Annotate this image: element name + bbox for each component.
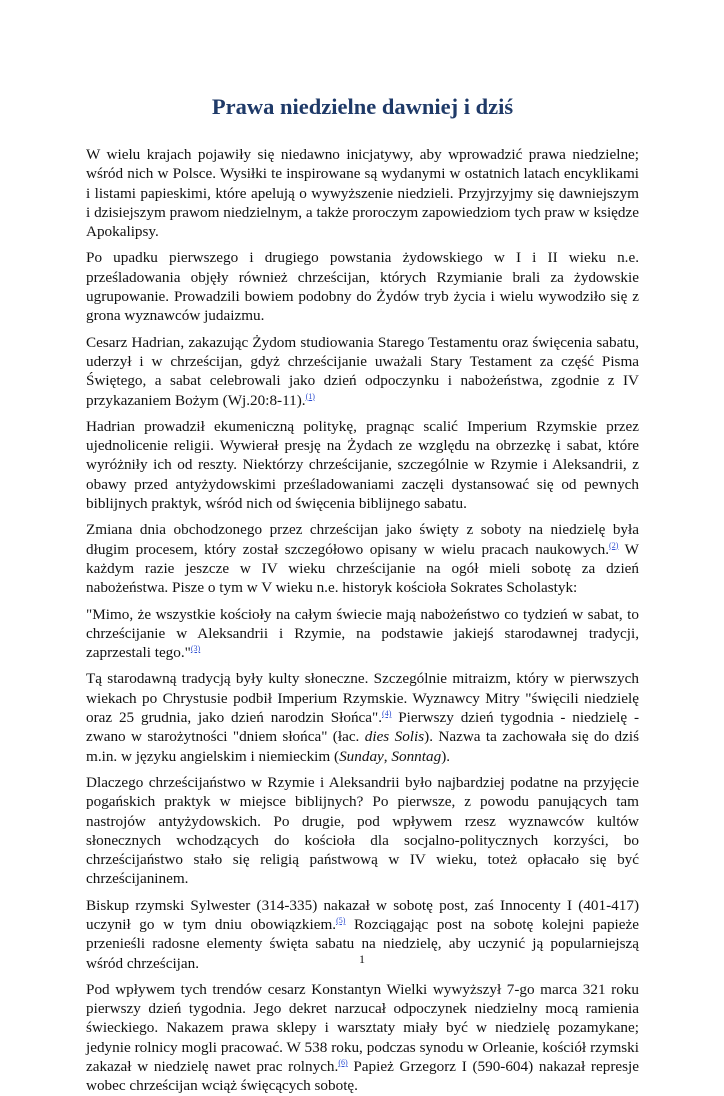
footnote-link[interactable]: (1)	[305, 391, 315, 401]
text-run: Rozciągając post na sobotę kolejni papieże przenieśli radosne elementy święta sabatu na niedzielę, aby uczynić ją popularniejszą wśród chrześcijan.	[86, 915, 639, 972]
text-run: Biskup rzymski Sylwester (314-335) nakazał w sobotę post, zaś Innocenty I (401-417) uczynił go w tym dniu obowiązkiem.	[86, 896, 639, 933]
paragraph	[86, 248, 639, 325]
paragraph	[86, 669, 639, 765]
text-run: Po upadku pierwszego i drugiego powstania żydowskiego w I i II wieku n.e. prześladowania objęły również chrześcijan, których Rzymianie brali za żydowskie ugrupowanie. Prowadzili bowiem podobny do Żydów tryb życia i wielu wywodziło się z grona wyznawców judaizmu.	[86, 249, 639, 325]
paragraph	[86, 145, 639, 241]
text-run: Cesarz Hadrian, zakazując Żydom studiowania Starego Testamentu oraz święcenia sabatu, uderzył i w chrześcijan, gdyż chrześcijanie uważali Stary Testament za część Pisma Świętego, a sabat celebrowali jako dzień odpoczynku i nabożeństwa, zgodnie z IV przykazaniem Bożym (Wj.20:8-11).	[86, 333, 639, 409]
footnote-reference	[336, 916, 345, 925]
text-run: Pod wpływem tych trendów cesarz Konstantyn Wielki wywyższył 7-go marca 321 roku pierwszy dzień tygodnia. Jego dekret narzucał odpoczynek niedzielny mocą ramienia świeckiego. Nakazem prawa sklepy i warsztaty miały być w niedzielę pozamykane; jedynie rolnicy mogli pracować. W 538 roku, podczas synodu w Orleanie, kościół rzymski zakazał w niedzielę nawet prac rolnych.	[86, 980, 639, 1076]
text-run: ). Nazwa ta zachowała się do dziś m.in. w języku angielskim i niemieckim (	[86, 728, 639, 765]
text-run: "Mimo, że wszystkie kościoły na całym świecie mają nabożeństwo co tydzień w sabat, to chrześcijanie w Aleksandrii i Rzymie, na podstawie jakiejś starodawnej tradycji, zaprzestali tego."	[86, 605, 639, 662]
text-run: Papież Grzegorz I (590-604) nakazał represje wobec chrześcijan wciąż święcących sobotę.	[86, 1058, 639, 1095]
footnote-link[interactable]: (3)	[190, 644, 201, 654]
paragraph	[86, 980, 639, 1096]
text-run: Pierwszy dzień tygodnia - niedzielę - zwano w starożytności "dniem słońca" (łac.	[86, 709, 640, 746]
footnote-link[interactable]: (2)	[609, 540, 619, 550]
footnote-reference	[609, 541, 618, 550]
italic-text: Sunday	[339, 747, 384, 765]
text-run: ,	[383, 747, 392, 765]
footnote-link[interactable]: (4)	[382, 709, 392, 719]
footnote-link[interactable]: (5)	[336, 915, 346, 925]
text-run: Hadrian prowadził ekumeniczną politykę, pragnąc scalić Imperium Rzymskie przez ujednolicenie religii. Wywierał presję na Żydach ze względu na obrzezkę i sabat, które wyróżniły ich od reszty. Niektórzy chrześcijanie, szczególnie w Rzymie i Aleksandrii, z obawy przed antyżydowskimi prześladowaniami zaczęli dystansować się od pewnych biblijnych praktyk, wśród nich od święcenia biblijnego sabatu.	[86, 417, 639, 513]
footnote-link[interactable]: (6)	[338, 1058, 348, 1068]
footnote-reference	[191, 644, 200, 653]
paragraph	[86, 520, 639, 597]
text-run: ).	[441, 747, 451, 765]
footnote-reference	[338, 1058, 347, 1067]
paragraph	[86, 417, 639, 513]
paragraph	[86, 773, 639, 889]
page-number: 1	[359, 952, 365, 966]
text-run: Dlaczego chrześcijaństwo w Rzymie i Aleksandrii było najbardziej podatne na przyjęcie pogańskich praktyk w miejsce biblijnych? Po pierwsze, z powodu panujących tam nastrojów antyżydowskich. Po drugie, pod wpływem rzesz wyznawców kultów słonecznych wchodzących do kościoła dla socjalno-politycznych korzyści, bo chrześcijaństwo stało się religią państwową w IV wieku, toteż opłacało się być chrześcijaninem.	[86, 773, 639, 888]
text-run: Zmiana dnia obchodzonego przez chrześcijan jako święty z soboty na niedzielę była długim procesem, który został szczegółowo opisany w wielu pracach naukowych.	[86, 521, 639, 558]
page-title: Prawa niedzielne dawniej i dziś	[211, 94, 514, 119]
footnote-reference	[306, 392, 315, 401]
text-run: Tą starodawną tradycją były kulty słoneczne. Szczególnie mitraizm, który w pierwszych wiekach po Chrystusie podbił Imperium Rzymskie. Wyznawcy Mitry "święcili niedzielę oraz 25 grudnia, jako dzień narodzin Słońca".	[86, 670, 639, 727]
paragraph	[86, 605, 639, 663]
italic-text: Sonntag	[391, 747, 442, 765]
footnote-reference	[382, 709, 391, 718]
paragraph	[86, 333, 639, 410]
italic-text: dies Solis	[364, 728, 425, 746]
text-run: W każdym razie jeszcze w IV wieku chrześcijanie na ogół mieli sobotę za dzień nabożeństwa. Pisze o tym w V wieku n.e. historyk kościoła Sokrates Scholastyk:	[86, 540, 640, 597]
text-run: W wielu krajach pojawiły się niedawno inicjatywy, aby wprowadzić prawa niedzielne; wśród nich w Polsce. Wysiłki te inspirowane są wydanymi w ostatnich latach encyklikami i listami papieskimi, które apelują o wywyższenie niedzieli. Przyjrzyjmy się dawniejszym i dzisiejszym prawom niedzielnym, a także proroczym zapowiedziom tych praw w księdze Apokalipsy.	[86, 146, 639, 241]
